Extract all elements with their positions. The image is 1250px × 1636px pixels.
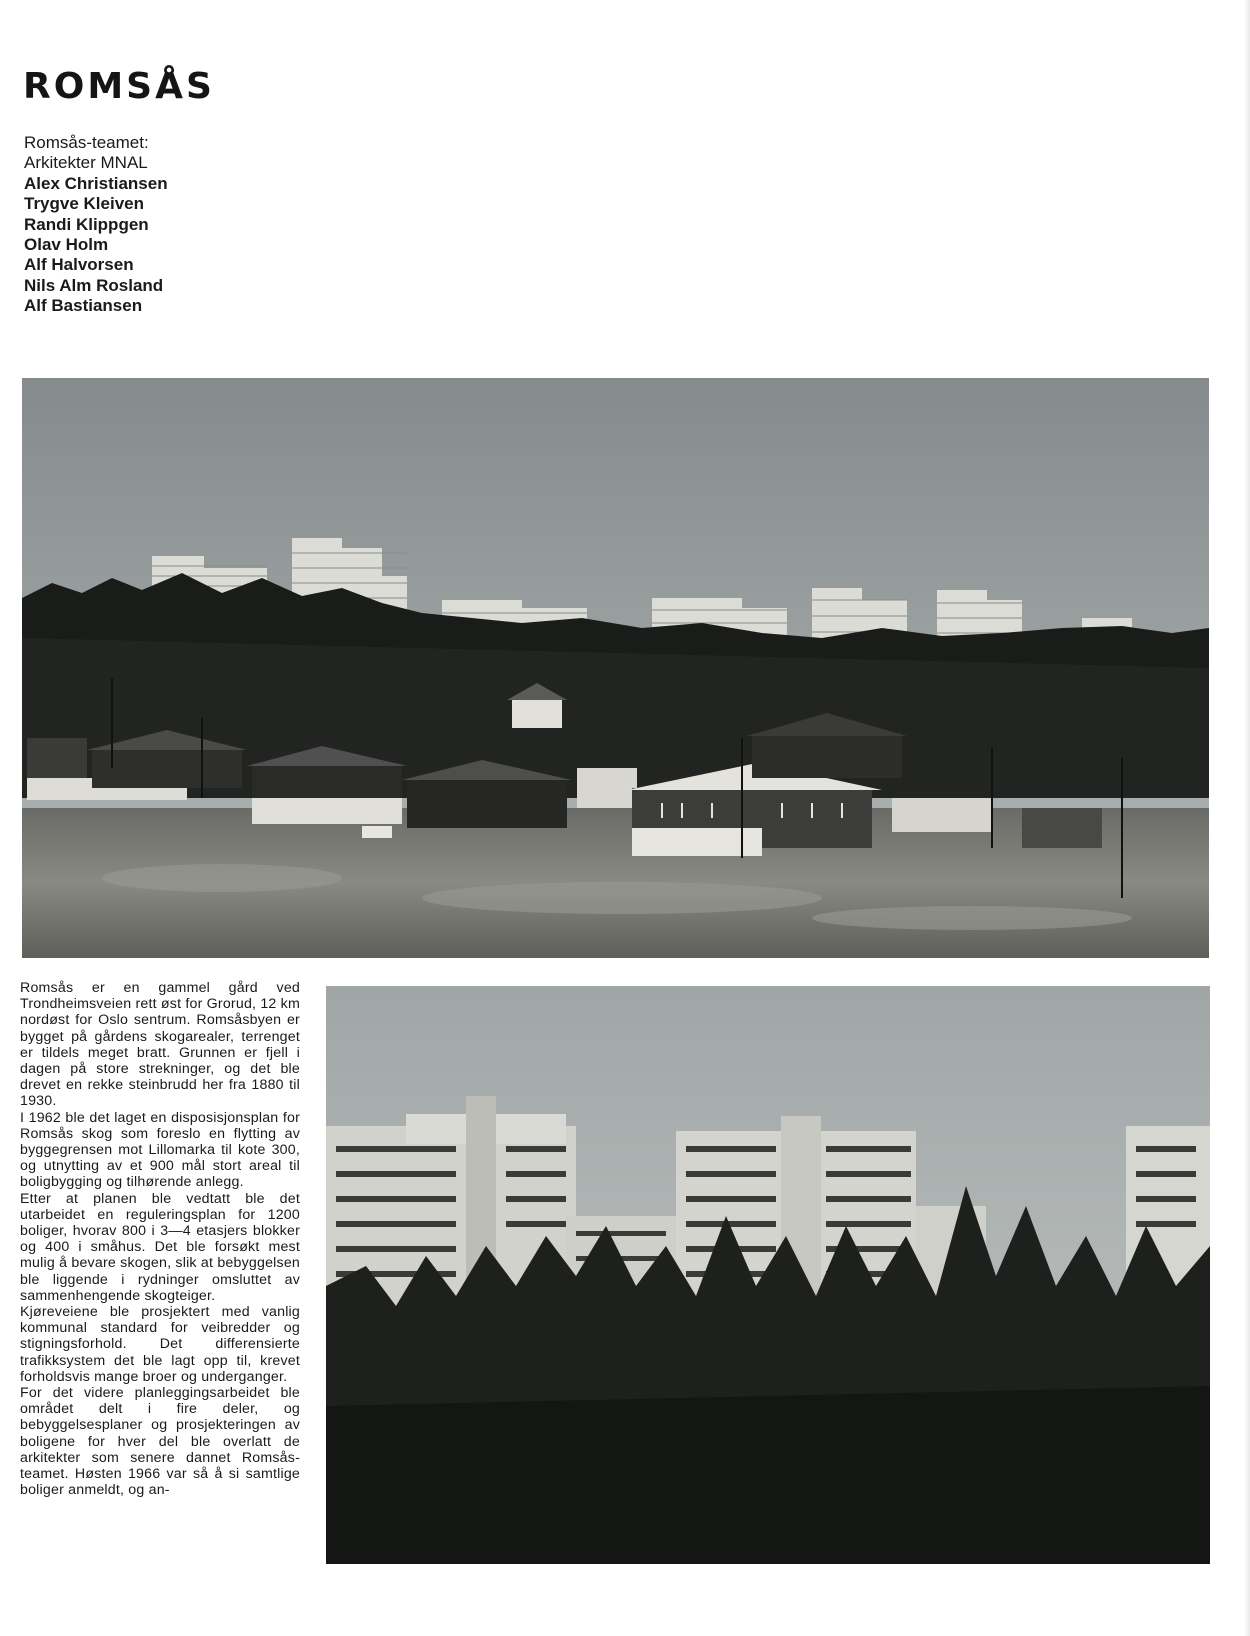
paragraph: Kjøreveiene ble prosjektert med vanlig kommunal standard for veibredder og stigningsforhold. Det differensierte trafikksystem det ble lagt opp til, krevet forholdsvis mange broer og underganger. xyxy=(20,1304,300,1385)
architect-name: Olav Holm xyxy=(24,235,109,255)
paragraph: I 1962 ble det laget en disposisjonsplan for Romsås skog som foreslo en flytting av byggegrensen mot Lillomarka til kote 300, og utnytting av et 900 mål stort areal til boligbygging og tilhørende anlegg. xyxy=(20,1109,300,1191)
page-title: ROMSÅS xyxy=(23,66,215,107)
team-label: Romsås-teamet: xyxy=(24,133,149,152)
paragraph: Romsås er en gammel gård ved Trondheimsveien rett øst for Grorud, 12 km nordøst for Oslo sentrum. Romsåsbyen er bygget på gårdens skogarealer, terrenget er tildels meget bratt. Grunnen er fjell i dagen på store strekninger, og det ble drevet en rekke steinbrudd her fra 1880 til 1930. xyxy=(20,980,300,1110)
architect-name: Alex Christiansen xyxy=(24,173,168,193)
photo-apartment-blocks xyxy=(326,986,1210,1564)
architect-name: Trygve Kleiven xyxy=(24,194,145,214)
paragraph: Etter at planen ble vedtatt ble det utarbeidet en reguleringsplan for 1200 boliger, hvorav 800 i 3—4 etasjers blokker og 400 i småhus. Det ble forsøkt mest mulig å bevare skogen, slik at bebyggelsen ble liggende i rydninger omsluttet av sammenhengende skogteiger. xyxy=(20,1190,300,1304)
photo-hillside-houses xyxy=(22,378,1209,958)
article-body xyxy=(20,980,300,1499)
scan-edge xyxy=(1244,0,1250,1636)
architect-name: Alf Bastiansen xyxy=(24,296,143,316)
paragraph: For det videre planleggingsarbeidet ble området delt i fire deler, og bebyggelsesplaner og prosjekteringen av boligene for hver del ble overlatt de arkitekter som senere dannet Romsås-teamet. Høsten 1966 var så å si samtlige boliger anmeldt, og an- xyxy=(20,1385,300,1499)
architect-name: Nils Alm Rosland xyxy=(24,275,164,295)
architect-name: Alf Halvorsen xyxy=(24,255,134,275)
role-label: Arkitekter MNAL xyxy=(24,153,148,173)
credits-block xyxy=(24,133,168,317)
architect-name: Randi Klippgen xyxy=(24,214,149,234)
